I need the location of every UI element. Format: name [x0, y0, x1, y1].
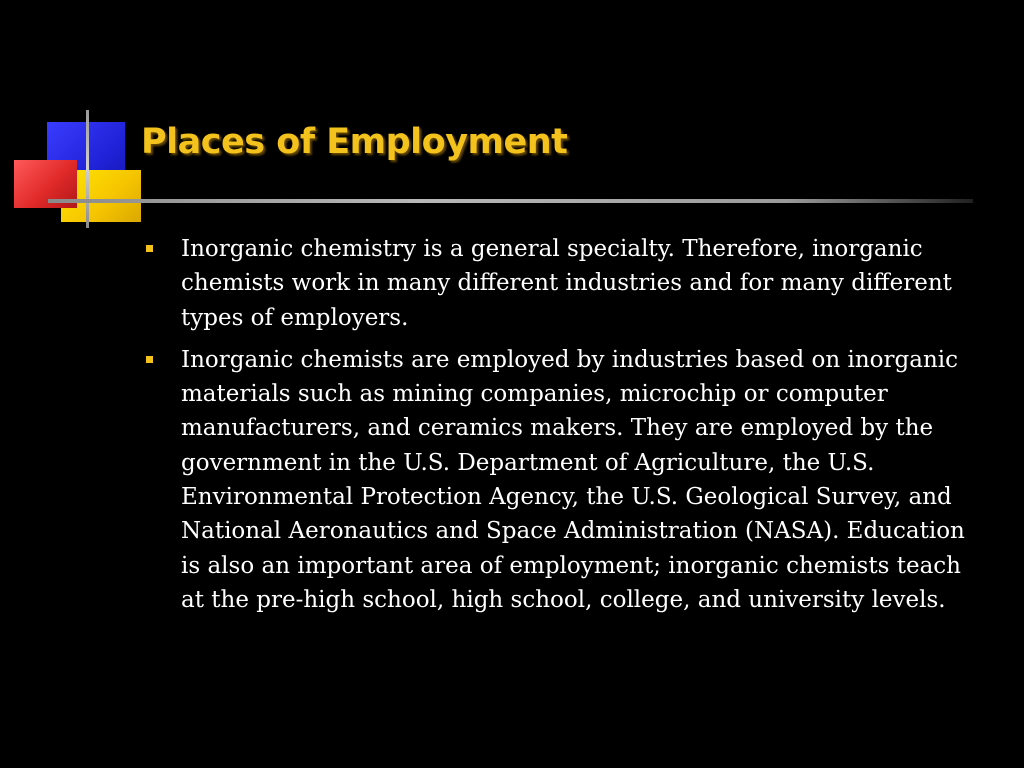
bullet-text: Inorganic chemists are employed by industries based on inorganic materials such as mining companies, microchip or computer manufacturers, and ceramics makers. They are employed by the government in the U.S. Department of Agriculture, the U.S. Environmental Protection Agency, the U.S. Geological Survey, and National Aeronautics and Space Administration (NASA). Education is also an important area of employment; inorganic chemists teach at the pre-high school, high school, college, and university levels. [181, 346, 965, 613]
bullet-text: Inorganic chemistry is a general specialty. Therefore, inorganic chemists work in many different industries and for many different types of employers. [181, 236, 952, 331]
square-bullet-icon [146, 356, 153, 363]
slide-title: Places of Employment [141, 122, 568, 162]
square-bullet-icon [146, 245, 153, 252]
bullet-list [146, 232, 991, 625]
decorative-vertical-line [86, 110, 89, 228]
bullet-item [146, 343, 991, 617]
title-underline [48, 199, 973, 203]
bullet-item [146, 232, 991, 335]
